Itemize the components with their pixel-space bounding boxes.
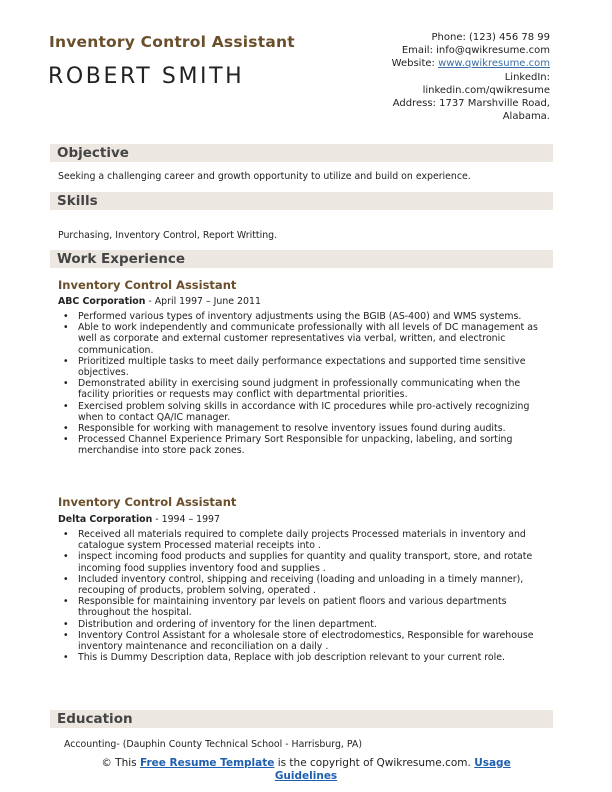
list-item: • Demonstrated ability in exercising sound judgment in professionally communicating when the facility priorities or requests may conflict with departmental priorities. [58,378,550,400]
copyright-footer [0,757,612,783]
list-item: • Performed various types of inventory adjustments using the BGIB (AS-400) and WMS systems. [58,311,550,322]
job-2-title: Inventory Control Assistant [58,495,237,509]
job-2-company-line [58,514,220,525]
list-item: • Responsible for working with management to resolve inventory issues found during audits. [58,423,550,434]
list-item: • Included inventory control, shipping and receiving (loading and unloading in a timely manner), recouping of products, problem solving, operated . [58,574,550,596]
usage-guidelines-link-part-1[interactable]: Usage [474,757,511,769]
job-1-company: ABC Corporation [58,296,146,307]
footer-prefix: © This [101,757,140,769]
usage-guidelines-link-part-2[interactable]: Guidelines [274,770,338,782]
list-item: • inspect incoming food products and supplies for quantity and quality transport, store, and rotate incoming food supplies inventory food and supplies . [58,551,550,573]
skills-heading: Skills [57,193,98,209]
objective-text: Seeking a challenging career and growth opportunity to utilize and build on experience. [58,171,471,182]
footer-middle: is the copyright of Qwikresume.com. [274,757,475,769]
objective-heading: Objective [57,145,129,161]
education-text: Accounting- (Dauphin County Technical School - Harrisburg, PA) [64,739,362,750]
contact-website [330,57,550,70]
list-item: • Processed Channel Experience Primary Sort Responsible for unpacking, labeling, and sorting merchandise into store pack zones. [58,434,550,456]
job-2-dates: - 1994 – 1997 [152,514,220,525]
list-item: • Prioritized multiple tasks to meet daily performance expectations and supported time sensitive objectives. [58,356,550,378]
job-1-title: Inventory Control Assistant [58,278,237,292]
candidate-name: ROBERT SMITH [48,64,245,89]
education-section-header [50,710,553,728]
free-resume-template-link[interactable]: Free Resume Template [139,757,275,769]
contact-address-line-1: Address: 1737 Marshville Road, [392,98,550,110]
resume-job-title: Inventory Control Assistant [49,33,295,51]
list-item: • Distribution and ordering of inventory for the linen department. [58,619,550,630]
work-experience-section-header [50,250,553,268]
list-item: • Received all materials required to complete daily projects Processed materials in inventory and catalogue system Processed material receipts into . [58,529,550,551]
job-2-company: Delta Corporation [58,514,153,525]
list-item: • Inventory Control Assistant for a wholesale store of electrodomestics, Responsible for warehouse inventory maintenance and reconciliation on a daily . [58,630,550,652]
job-1-dates: - April 1997 – June 2011 [145,296,261,307]
contact-linkedin-label: LinkedIn: [504,71,550,83]
job-1-bullets [58,311,550,457]
contact-linkedin-value: linkedin.com/qwikresume [422,84,550,96]
skills-text: Purchasing, Inventory Control, Report Writting. [58,230,278,241]
work-experience-heading: Work Experience [57,251,185,267]
list-item: • This is Dummy Description data, Replace with job description relevant to your current role. [58,652,550,663]
contact-email: Email: info@qwikresume.com [401,45,550,57]
education-heading: Education [57,711,133,727]
list-item: • Responsible for maintaining inventory par levels on patient floors and various departments throughout the hospital. [58,596,550,618]
contact-address-line-2: Alabama. [502,111,550,123]
list-item: • Exercised problem solving skills in accordance with IC procedures while pro-actively recognizing when to contact QA/IC manager. [58,401,550,423]
job-2-bullets [58,529,550,663]
skills-section-header [50,192,553,210]
website-link[interactable]: www.qwikresume.com [438,58,550,70]
objective-section-header [50,144,553,162]
website-label: Website: [391,58,439,70]
job-1-company-line [58,296,261,307]
contact-phone: Phone: (123) 456 78 99 [431,32,550,43]
list-item: • Able to work independently and communicate professionally with all levels of DC management as well as corporate and external customer representatives via verbal, written, and electronic communication. [58,322,550,356]
contact-block [330,31,550,123]
